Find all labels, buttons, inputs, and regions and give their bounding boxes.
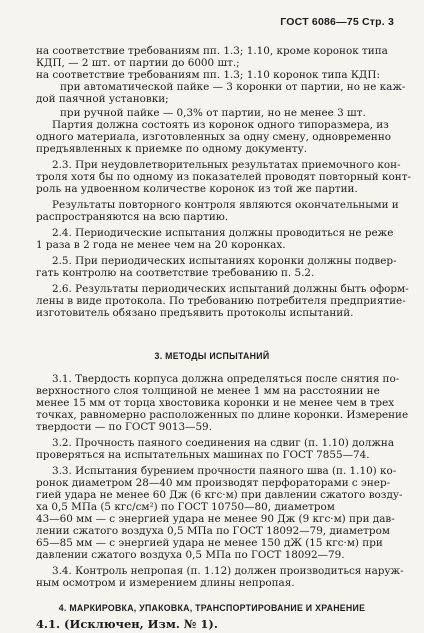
text-line: троля хотя бы по одному из показателей проводят повторный конт- xyxy=(36,171,411,183)
text-line: 2.4. Периодические испытания должны проводиться не реже xyxy=(52,227,394,239)
text-line: 3.2. Прочность паяного соединения на сдвиг (п. 1.10) должна xyxy=(52,437,395,449)
text-line: верхностного слоя толщиной не менее 1 мм на расстоянии не xyxy=(36,385,380,397)
text-line: лении сжатого воздуха 0,5 МПа по ГОСТ 18092—79, диаметром xyxy=(36,525,390,537)
text-line: ронок диаметром 28—40 мм производят перфораторами с энер- xyxy=(36,477,391,489)
text-line: 1 раза в 2 года не менее чем на 20 коронках. xyxy=(36,239,286,251)
text-line: 2.5. При периодических испытаниях коронки должны подвер- xyxy=(52,255,397,267)
text-line: роль на удвоенном количестве коронок из той же партии. xyxy=(36,183,358,195)
text-line: лены в виде протокола. По требованию потребителя предприятие- xyxy=(36,295,406,307)
text-line: 65—85 мм — с энергией удара не менее 150 дЖ (15 кгс·м) при xyxy=(36,537,383,549)
text-line: КДП, — 2 шт. от партии до 6000 шт.; xyxy=(36,57,240,69)
text-line: Результаты повторного контроля являются окончательными и xyxy=(52,199,399,211)
text-line: одного материала, изготовленных за одну смену, одновременно xyxy=(36,131,392,143)
section-3-heading: 3. МЕТОДЫ ИСПЫТАНИЙ xyxy=(154,351,270,361)
text-line: 2.6. Результаты периодических испытаний должны быть оформ- xyxy=(52,283,409,295)
section-4-heading: 4. МАРКИРОВКА, УПАКОВКА, ТРАНСПОРТИРОВАНИЕ И ХРАНЕНИЕ xyxy=(58,603,366,613)
text-line: дой паячной установки; xyxy=(36,93,169,105)
text-line: давлении сжатого воздуха 0,5 МПа по ГОСТ 18092—79. xyxy=(36,549,345,561)
text-line: гать контролю на соответствие требованию п. 5.2. xyxy=(36,267,315,279)
text-line: 3.1. Твердость корпуса должна определяться после снятия по- xyxy=(52,373,400,385)
text-line: на соответствие требованиям пп. 1.3; 1.10, кроме коронок типа xyxy=(36,45,388,57)
text-line: точках, равномерно расположенных по длине коронки. Измерение xyxy=(36,409,409,421)
text-line: твердости — по ГОСТ 9013—59. xyxy=(36,421,212,433)
text-line: изготовитель обязано предъявить протоколы испытаний. xyxy=(36,307,354,319)
text-line: менее 15 мм от торца хвостовика коронки и не менее чем в трех xyxy=(36,397,395,409)
text-line: 3.4. Контроль непропая (п. 1.12) должен производиться наруж- xyxy=(52,565,404,577)
text-line: при ручной пайке — 0,3% от партии, но не менее 3 шт. xyxy=(60,107,366,119)
text-line: распространяются на всю партию. xyxy=(36,211,229,223)
text-line: ным осмотром и измерением длины непропая. xyxy=(36,577,295,589)
item-4-1: 4.1. (Исключен, Изм. № 1). xyxy=(36,617,218,631)
page-header: ГОСТ 6086—75 Стр. 3 xyxy=(280,16,394,28)
text-line: предъявленных к приемке по одному документу. xyxy=(36,143,308,155)
text-line: при автоматической пайке — 3 коронки от партии, но не каж- xyxy=(60,81,406,93)
text-line: гией удара не менее 60 Дж (6 кгс·м) при давлении сжатого возду- xyxy=(36,489,403,501)
text-line: проверяться на испытательных машинах по ГОСТ 7855—74. xyxy=(36,449,370,461)
text-line: на соответствие требованиям пп. 1.3; 1.10 коронок типа КДП: xyxy=(36,69,380,81)
text-line: ха 0,5 МПа (5 кгс/см²) по ГОСТ 10750—80, диаметром xyxy=(36,501,335,513)
text-line: 2.3. При неудовлетворительных результатах приемочного кон- xyxy=(52,159,401,171)
text-line: 3.3. Испытания бурением прочности паяного шва (п. 1.10) ко- xyxy=(52,465,397,477)
text-line: Партия должна состоять из коронок одного типоразмера, из xyxy=(52,119,389,131)
text-line: 43—60 мм — с энергией удара не менее 90 Дж (9 кгс·м) при дав- xyxy=(36,513,395,525)
